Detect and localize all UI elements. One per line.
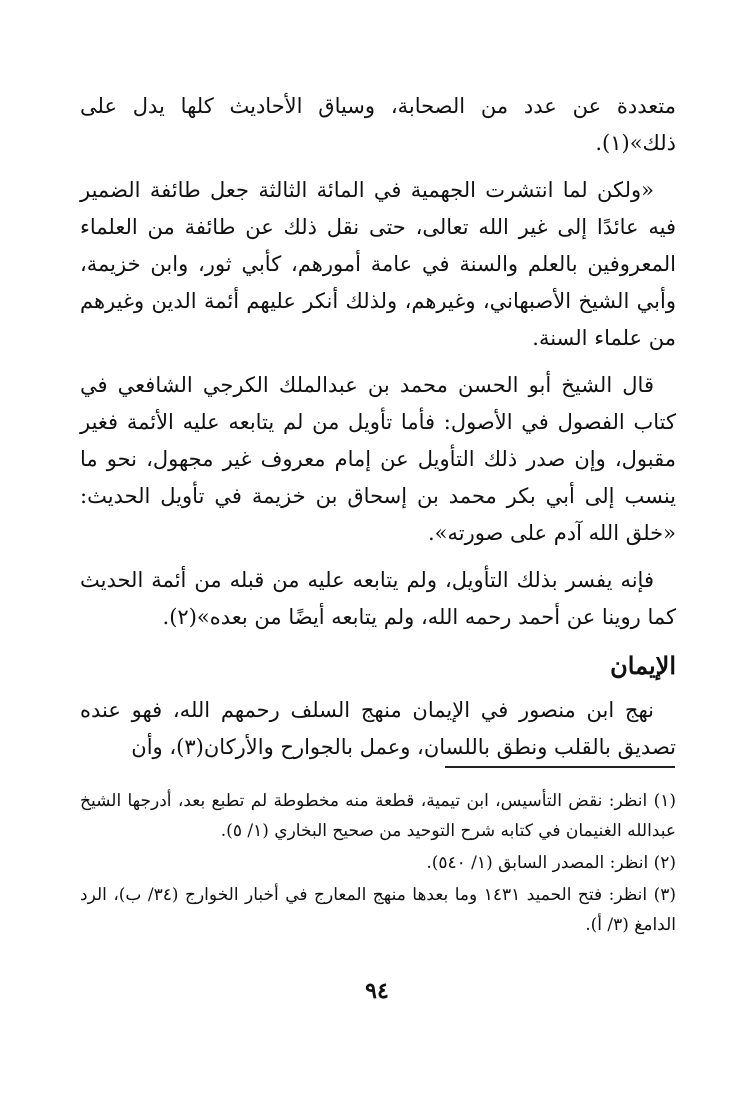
main-text (80, 88, 676, 776)
paragraph-3: قال الشيخ أبو الحسن محمد بن عبدالملك الكرجي الشافعي في كتاب الفصول في الأصول: فأما تأويل من لم يتابعه عليه الأئمة فغير مقبول، وإن صدر ذلك التأويل عن إمام معروف غير مجهول، نحو ما ينسب إلى أبي بكر محمد بن إسحاق بن خزيمة في تأويل الحديث: «خلق الله آدم على صورته». (80, 373, 676, 545)
footnotes (80, 786, 676, 942)
section-heading: الإيمان (610, 651, 676, 680)
paragraph-2: «ولكن لما انتشرت الجهمية في المائة الثالثة جعل طائفة الضمير فيه عائدًا إلى غير الله تعالى، حتى نقل ذلك عن طائفة من العلماء المعروفين بالعلم والسنة في عامة أمورهم، كأبي ثور، وابن خزيمة، وأبي الشيخ الأصبهاني، وغيرهم، ولذلك أنكر عليهم أئمة الدين وغيرهم من علماء السنة. (80, 178, 676, 350)
footnote-divider (445, 766, 675, 768)
page-number: ٩٤ (365, 978, 389, 1004)
footnote-3: (٣) انظر: فتح الحميد ١٤٣١ وما بعدها منهج المعارج في أخبار الخوارج (٣٤/ ب)، الرد الدامغ (٣/ أ). (80, 885, 676, 935)
paragraph-5: نهج ابن منصور في الإيمان منهج السلف رحمهم الله، فهو عنده تصديق بالقلب ونطق باللسان، وعمل بالجوارح والأركان(٣)، وأن (80, 698, 676, 759)
paragraph-1: متعددة عن عدد من الصحابة، وسياق الأحاديث كلها يدل على ذلك»(١). (80, 94, 676, 155)
paragraph-4: فإنه يفسر بذلك التأويل، ولم يتابعه عليه من قبله من أئمة الحديث كما روينا عن أحمد رحمه الله، ولم يتابعه أيضًا من بعده»(٢). (80, 568, 676, 629)
footnote-2: (٢) انظر: المصدر السابق (١/ ٥٤٠). (426, 853, 676, 873)
footnote-1: (١) انظر: نقض التأسيس، ابن تيمية، قطعة منه مخطوطة لم تطبع بعد، أدرجها الشيخ عبدالله الغنيمان في كتابه شرح التوحيد من صحيح البخاري (١/ ٥). (80, 791, 676, 841)
